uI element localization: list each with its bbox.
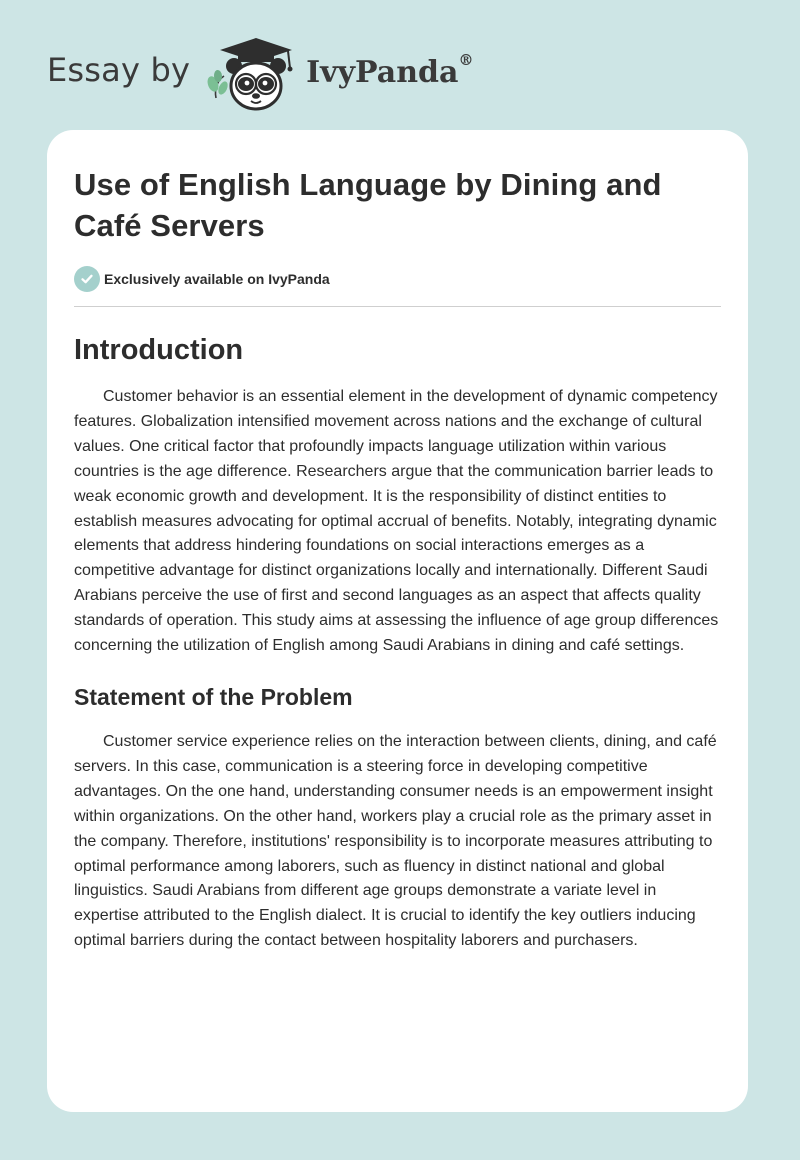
exclusive-label: Exclusively available on IvyPanda [104,271,330,287]
essay-card [47,130,748,1112]
panda-graduate-icon[interactable] [204,36,300,112]
exclusive-badge [74,266,721,292]
registered-mark: ® [458,50,474,69]
brand-prefix: Essay by [47,51,191,89]
section-heading: Introduction [74,334,244,366]
title-divider [74,306,721,307]
section-statement-of-problem [74,683,721,954]
brand-name[interactable] [306,50,474,90]
section-heading: Statement of the Problem [74,683,353,710]
site-header [47,34,473,114]
brand-name-text: IvyPanda [306,54,459,90]
section-introduction [74,333,721,659]
page-title: Use of English Language by Dining and Café Servers [74,167,662,243]
section-paragraph: Customer behavior is an essential element in the development of dynamic competency features. Globalization intensified movement across nations and the exchange of cultural values. One critical factor that profoundly impacts language utilization within various countries is the age difference. Researchers argue that the communication barrier leads to weak economic growth and development. It is the responsibility of distinct entities to establish measures advocating for optimal accrual of benefits. Notably, integrating dynamic elements that address hindering foundations on social interactions emerges as a competitive advantage for distinct organizations locally and internationally. Different Saudi Arabians perceive the use of first and second languages as an aspect that affects quality standards of operation. This study aims at assessing the influence of age group differences concerning the utilization of English among Saudi Arabians in dining and café settings. [74,388,719,655]
check-icon [74,266,100,292]
section-paragraph: Customer service experience relies on the interaction between clients, dining, and café servers. In this case, communication is a steering force in developing competitive advantages. On the one hand, understanding consumer needs is an empowerment insight within organizations. On the other hand, workers play a crucial role as the primary asset in the company. Therefore, institutions' responsibility is to incorporate measures attributing to optimal performance among laborers, such as fluency in distinct national and global linguistics. Saudi Arabians from different age groups demonstrate a variate level in expertise attributed to the English dialect. It is crucial to identify the key outliers inducing optimal barriers during the contact between hospitality laborers and purchasers. [74,732,717,950]
